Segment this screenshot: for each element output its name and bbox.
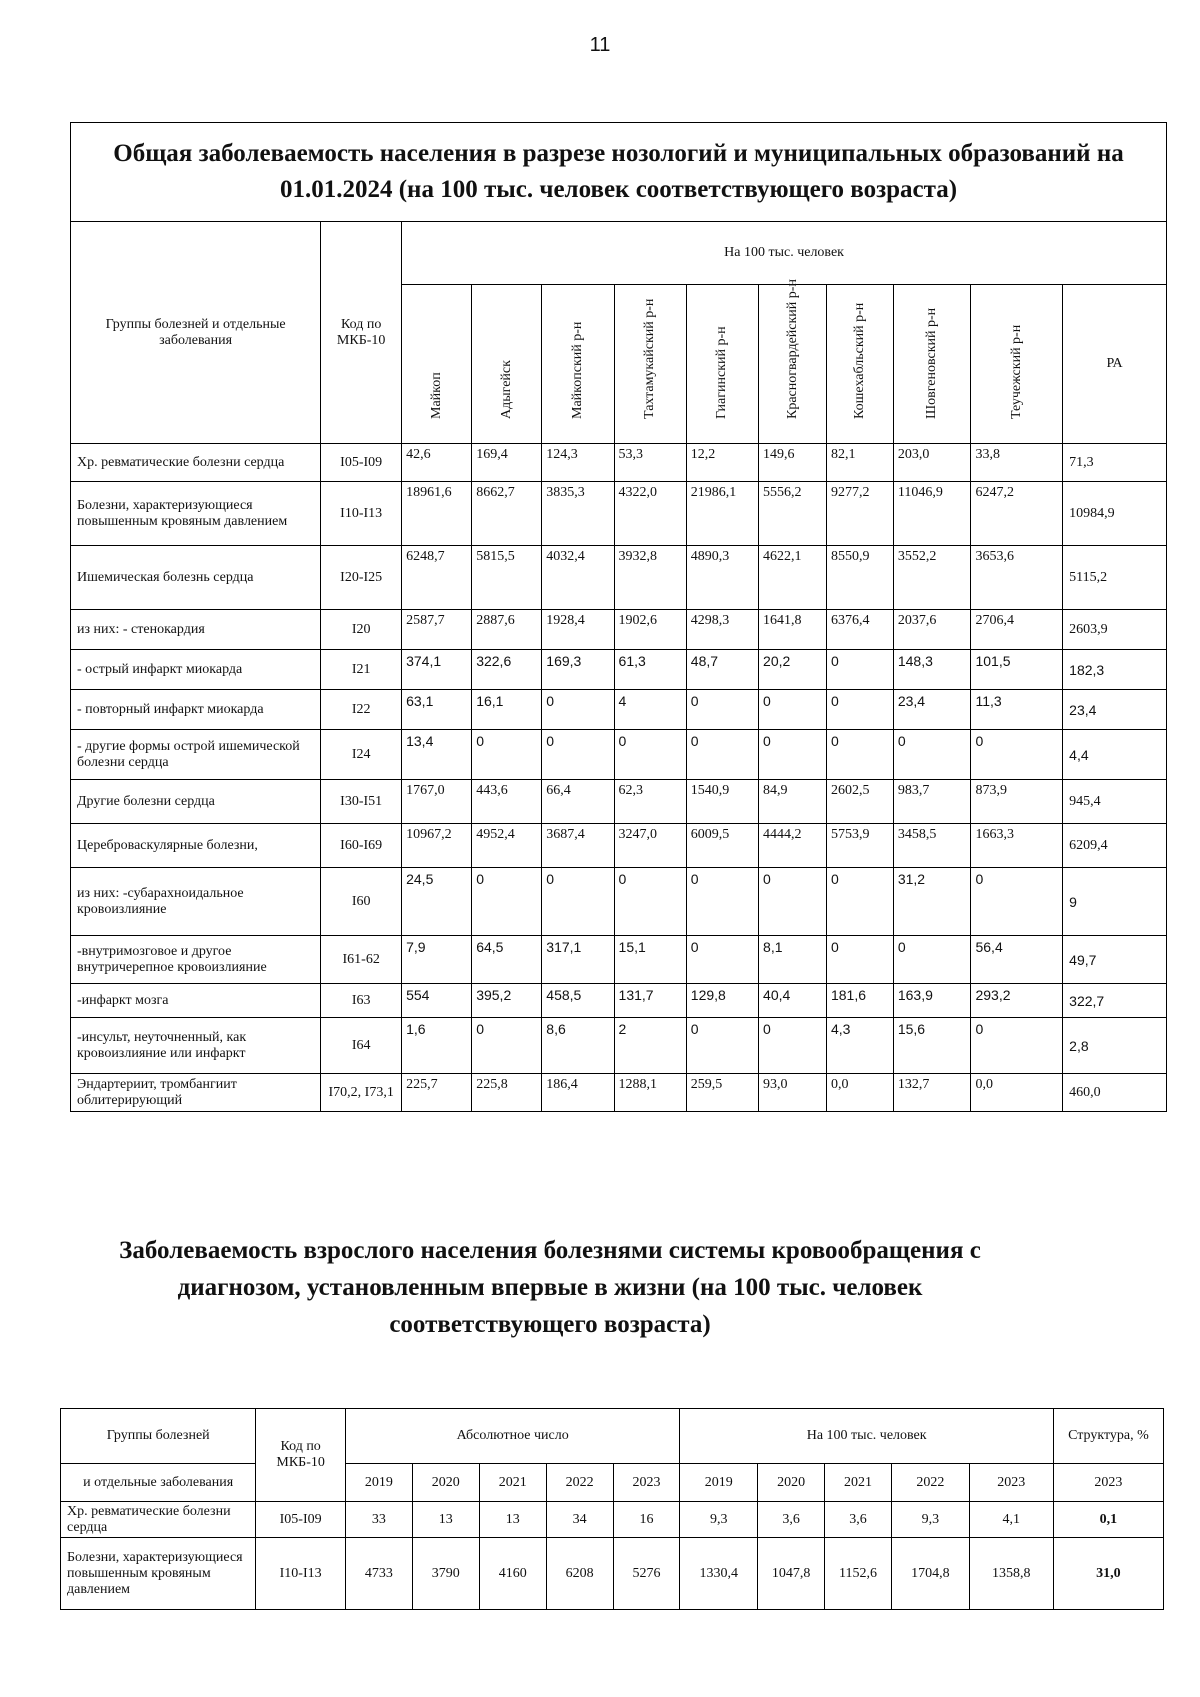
table-row (61, 1502, 1164, 1538)
cell-value: 163,9 (893, 984, 971, 1018)
cell-value: 0 (472, 730, 542, 780)
cell-value: 61,3 (614, 650, 686, 690)
disease-name: Болезни, характеризующиеся повышенным кровяным давлением (71, 482, 321, 546)
cell-value: 0 (759, 868, 827, 936)
cell-value: 149,6 (759, 444, 827, 482)
ra-value: 5115,2 (1063, 546, 1167, 610)
disease-name: из них: -субарахноидальное кровоизлияние (71, 868, 321, 936)
t2-year: 2021 (479, 1464, 546, 1502)
abs-value: 13 (412, 1502, 479, 1538)
cell-value: 2706,4 (971, 610, 1063, 650)
table-row (71, 1074, 1167, 1112)
cell-value: 21986,1 (686, 482, 758, 546)
cell-value: 2 (614, 1018, 686, 1074)
t2-year: 2023 (613, 1464, 680, 1502)
column-header: Теучежский р-н (971, 285, 1063, 444)
table-row (71, 824, 1167, 868)
cell-value: 0 (542, 730, 614, 780)
first-diagnosed-morbidity-table (60, 1408, 1164, 1610)
cell-value: 0 (826, 690, 893, 730)
cell-value: 53,3 (614, 444, 686, 482)
ra-value: 49,7 (1063, 936, 1167, 984)
cell-value: 8,1 (759, 936, 827, 984)
icd-code: I20-I25 (321, 546, 402, 610)
cell-value: 2037,6 (893, 610, 971, 650)
ra-value: 460,0 (1063, 1074, 1167, 1112)
cell-value: 62,3 (614, 780, 686, 824)
t2-per100k-header: На 100 тыс. человек (680, 1409, 1053, 1464)
cell-value: 42,6 (402, 444, 472, 482)
cell-value: 1540,9 (686, 780, 758, 824)
cell-value: 0 (542, 690, 614, 730)
cell-value: 181,6 (826, 984, 893, 1018)
disease-name: Болезни, характеризующиеся повышенным кровяным давлением (61, 1538, 256, 1610)
table-row (71, 780, 1167, 824)
abs-value: 3790 (412, 1538, 479, 1610)
cell-value: 1767,0 (402, 780, 472, 824)
cell-value: 4032,4 (542, 546, 614, 610)
cell-value: 0 (826, 868, 893, 936)
cell-value: 169,4 (472, 444, 542, 482)
cell-value: 4890,3 (686, 546, 758, 610)
group-header: Группы болезней и отдельные заболевания (71, 222, 321, 444)
table-row (71, 482, 1167, 546)
cell-value: 129,8 (686, 984, 758, 1018)
cell-value: 2602,5 (826, 780, 893, 824)
t2-code-header: Код по МКБ-10 (256, 1409, 346, 1502)
cell-value: 11,3 (971, 690, 1063, 730)
cell-value: 0 (826, 730, 893, 780)
cell-value: 4,3 (826, 1018, 893, 1074)
cell-value: 0 (759, 690, 827, 730)
cell-value: 124,3 (542, 444, 614, 482)
cell-value: 13,4 (402, 730, 472, 780)
t2-struct-year: 2023 (1053, 1464, 1163, 1502)
icd-code: I60 (321, 868, 402, 936)
cell-value: 1663,3 (971, 824, 1063, 868)
per100k-value: 1704,8 (891, 1538, 969, 1610)
cell-value: 4444,2 (759, 824, 827, 868)
column-header: Майкоп (402, 285, 472, 444)
table-row (71, 1018, 1167, 1074)
disease-name: Другие болезни сердца (71, 780, 321, 824)
cell-value: 458,5 (542, 984, 614, 1018)
cell-value: 0,0 (826, 1074, 893, 1112)
ra-value: 322,7 (1063, 984, 1167, 1018)
cell-value: 24,5 (402, 868, 472, 936)
page-number: 11 (589, 34, 611, 56)
table-row (71, 868, 1167, 936)
per100k-value: 3,6 (758, 1502, 825, 1538)
icd-code: I10-I13 (256, 1538, 346, 1610)
cell-value: 20,2 (759, 650, 827, 690)
cell-value: 225,8 (472, 1074, 542, 1112)
general-morbidity-table (70, 122, 1167, 1112)
cell-value: 5556,2 (759, 482, 827, 546)
cell-value: 0 (472, 1018, 542, 1074)
t2-year: 2019 (680, 1464, 758, 1502)
cell-value: 1928,4 (542, 610, 614, 650)
per100k-value: 1330,4 (680, 1538, 758, 1610)
cell-value: 5815,5 (472, 546, 542, 610)
cell-value: 66,4 (542, 780, 614, 824)
icd-code: I60-I69 (321, 824, 402, 868)
ra-value: 4,4 (1063, 730, 1167, 780)
cell-value: 48,7 (686, 650, 758, 690)
t2-year: 2020 (412, 1464, 479, 1502)
t2-year: 2022 (546, 1464, 613, 1502)
per100k-value: 9,3 (891, 1502, 969, 1538)
per100k-value: 1358,8 (969, 1538, 1053, 1610)
cell-value: 443,6 (472, 780, 542, 824)
t2-year: 2023 (969, 1464, 1053, 1502)
per100k-value: 9,3 (680, 1502, 758, 1538)
icd-code: I22 (321, 690, 402, 730)
cell-value: 0 (542, 868, 614, 936)
disease-name: -инсульт, неуточненный, как кровоизлияние или инфаркт (71, 1018, 321, 1074)
cell-value: 317,1 (542, 936, 614, 984)
per100k-header: На 100 тыс. человек (402, 222, 1167, 285)
struct-value: 31,0 (1053, 1538, 1163, 1610)
per100k-value: 3,6 (825, 1502, 892, 1538)
icd-code: I70,2, I73,1 (321, 1074, 402, 1112)
column-header: Майкопский р-н (542, 285, 614, 444)
cell-value: 1902,6 (614, 610, 686, 650)
cell-value: 11046,9 (893, 482, 971, 546)
cell-value: 56,4 (971, 936, 1063, 984)
ra-value: 9 (1063, 868, 1167, 936)
cell-value: 131,7 (614, 984, 686, 1018)
cell-value: 203,0 (893, 444, 971, 482)
cell-value: 0 (759, 1018, 827, 1074)
cell-value: 16,1 (472, 690, 542, 730)
table-row (71, 650, 1167, 690)
cell-value: 3247,0 (614, 824, 686, 868)
cell-value: 4622,1 (759, 546, 827, 610)
t2-struct-header: Структура, % (1053, 1409, 1163, 1464)
table-row (71, 730, 1167, 780)
per100k-value: 1047,8 (758, 1538, 825, 1610)
struct-value: 0,1 (1053, 1502, 1163, 1538)
column-header: Кошехабльский р-н (826, 285, 893, 444)
cell-value: 10967,2 (402, 824, 472, 868)
t2-abs-header: Абсолютное число (345, 1409, 680, 1464)
cell-value: 873,9 (971, 780, 1063, 824)
cell-value: 0 (759, 730, 827, 780)
cell-value: 1641,8 (759, 610, 827, 650)
table-row (71, 610, 1167, 650)
icd-code: I61-62 (321, 936, 402, 984)
abs-value: 13 (479, 1502, 546, 1538)
cell-value: 3552,2 (893, 546, 971, 610)
icd-code: I21 (321, 650, 402, 690)
cell-value: 186,4 (542, 1074, 614, 1112)
t2-year: 2020 (758, 1464, 825, 1502)
ra-value: 23,4 (1063, 690, 1167, 730)
cell-value: 3835,3 (542, 482, 614, 546)
cell-value: 0,0 (971, 1074, 1063, 1112)
disease-name: Эндартериит, тромбангиит облитерирующий (71, 1074, 321, 1112)
table-row (71, 546, 1167, 610)
cell-value: 15,1 (614, 936, 686, 984)
table1-title: Общая заболеваемость населения в разрезе нозологий и муниципальных образований на 01.01.2024 (на 100 тыс. человек соответствующего возраста) (71, 123, 1167, 222)
cell-value: 0 (686, 868, 758, 936)
disease-name: -инфаркт мозга (71, 984, 321, 1018)
cell-value: 40,4 (759, 984, 827, 1018)
icd-code: I10-I13 (321, 482, 402, 546)
abs-value: 6208 (546, 1538, 613, 1610)
disease-name: Цереброваскулярные болезни, (71, 824, 321, 868)
cell-value: 5753,9 (826, 824, 893, 868)
cell-value: 0 (686, 690, 758, 730)
cell-value: 0 (971, 1018, 1063, 1074)
code-header: Код по МКБ-10 (321, 222, 402, 444)
cell-value: 374,1 (402, 650, 472, 690)
icd-code: I05-I09 (256, 1502, 346, 1538)
ra-value: 71,3 (1063, 444, 1167, 482)
per100k-value: 4,1 (969, 1502, 1053, 1538)
cell-value: 64,5 (472, 936, 542, 984)
ra-value: 10984,9 (1063, 482, 1167, 546)
table-row (71, 444, 1167, 482)
disease-name: - повторный инфаркт миокарда (71, 690, 321, 730)
cell-value: 3932,8 (614, 546, 686, 610)
cell-value: 225,7 (402, 1074, 472, 1112)
cell-value: 1,6 (402, 1018, 472, 1074)
t2-year: 2022 (891, 1464, 969, 1502)
cell-value: 33,8 (971, 444, 1063, 482)
cell-value: 3687,4 (542, 824, 614, 868)
cell-value: 12,2 (686, 444, 758, 482)
cell-value: 8662,7 (472, 482, 542, 546)
cell-value: 983,7 (893, 780, 971, 824)
cell-value: 6009,5 (686, 824, 758, 868)
cell-value: 15,6 (893, 1018, 971, 1074)
cell-value: 293,2 (971, 984, 1063, 1018)
icd-code: I64 (321, 1018, 402, 1074)
cell-value: 0 (893, 730, 971, 780)
cell-value: 31,2 (893, 868, 971, 936)
table-row (61, 1538, 1164, 1610)
column-header: Красногвардейский р-н (759, 285, 827, 444)
cell-value: 0 (971, 868, 1063, 936)
cell-value: 322,6 (472, 650, 542, 690)
abs-value: 33 (345, 1502, 412, 1538)
cell-value: 259,5 (686, 1074, 758, 1112)
cell-value: 3458,5 (893, 824, 971, 868)
cell-value: 84,9 (759, 780, 827, 824)
cell-value: 6376,4 (826, 610, 893, 650)
icd-code: I24 (321, 730, 402, 780)
cell-value: 6248,7 (402, 546, 472, 610)
ra-value: 2603,9 (1063, 610, 1167, 650)
icd-code: I30-I51 (321, 780, 402, 824)
abs-value: 34 (546, 1502, 613, 1538)
abs-value: 4160 (479, 1538, 546, 1610)
table-row (71, 936, 1167, 984)
cell-value: 132,7 (893, 1074, 971, 1112)
per100k-value: 1152,6 (825, 1538, 892, 1610)
column-header: Шовгеновский р-н (893, 285, 971, 444)
cell-value: 23,4 (893, 690, 971, 730)
t2-year: 2019 (345, 1464, 412, 1502)
cell-value: 8,6 (542, 1018, 614, 1074)
cell-value: 3653,6 (971, 546, 1063, 610)
column-header: Тахтамукайский р-н (614, 285, 686, 444)
table-row (71, 984, 1167, 1018)
cell-value: 4952,4 (472, 824, 542, 868)
icd-code: I63 (321, 984, 402, 1018)
cell-value: 0 (614, 868, 686, 936)
disease-name: -внутримозговое и другое внутричерепное кровоизлияние (71, 936, 321, 984)
t2-group-header-1: Группы болезней (61, 1409, 256, 1464)
abs-value: 4733 (345, 1538, 412, 1610)
cell-value: 0 (826, 650, 893, 690)
cell-value: 8550,9 (826, 546, 893, 610)
t2-group-header-2: и отдельные заболевания (61, 1464, 256, 1502)
cell-value: 395,2 (472, 984, 542, 1018)
ra-value: 6209,4 (1063, 824, 1167, 868)
cell-value: 0 (893, 936, 971, 984)
cell-value: 0 (686, 730, 758, 780)
ra-value: 945,4 (1063, 780, 1167, 824)
disease-name: Ишемическая болезнь сердца (71, 546, 321, 610)
abs-value: 5276 (613, 1538, 680, 1610)
ra-value: 2,8 (1063, 1018, 1167, 1074)
cell-value: 18961,6 (402, 482, 472, 546)
t2-year: 2021 (825, 1464, 892, 1502)
abs-value: 16 (613, 1502, 680, 1538)
cell-value: 4322,0 (614, 482, 686, 546)
cell-value: 169,3 (542, 650, 614, 690)
cell-value: 0 (686, 1018, 758, 1074)
cell-value: 0 (614, 730, 686, 780)
table2-heading: Заболеваемость взрослого населения болезнями системы кровообращения с диагнозом, установленным впервые в жизни (на 100 тыс. человек соответствующего возраста) (119, 1237, 981, 1338)
ra-value: 182,3 (1063, 650, 1167, 690)
disease-name: из них: - стенокардия (71, 610, 321, 650)
cell-value: 148,3 (893, 650, 971, 690)
table-row (71, 690, 1167, 730)
cell-value: 0 (971, 730, 1063, 780)
cell-value: 0 (826, 936, 893, 984)
column-header: Адыгейск (472, 285, 542, 444)
disease-name: Хр. ревматические болезни сердца (61, 1502, 256, 1538)
cell-value: 4 (614, 690, 686, 730)
cell-value: 82,1 (826, 444, 893, 482)
cell-value: 9277,2 (826, 482, 893, 546)
cell-value: 2887,6 (472, 610, 542, 650)
icd-code: I05-I09 (321, 444, 402, 482)
cell-value: 1288,1 (614, 1074, 686, 1112)
disease-name: Хр. ревматические болезни сердца (71, 444, 321, 482)
cell-value: 93,0 (759, 1074, 827, 1112)
cell-value: 0 (686, 936, 758, 984)
cell-value: 101,5 (971, 650, 1063, 690)
disease-name: - острый инфаркт миокарда (71, 650, 321, 690)
cell-value: 2587,7 (402, 610, 472, 650)
cell-value: 4298,3 (686, 610, 758, 650)
cell-value: 63,1 (402, 690, 472, 730)
ra-header: РА (1063, 285, 1167, 444)
icd-code: I20 (321, 610, 402, 650)
column-header: Гиагинский р-н (686, 285, 758, 444)
cell-value: 0 (472, 868, 542, 936)
cell-value: 6247,2 (971, 482, 1063, 546)
cell-value: 7,9 (402, 936, 472, 984)
cell-value: 554 (402, 984, 472, 1018)
disease-name: - другие формы острой ишемической болезни сердца (71, 730, 321, 780)
